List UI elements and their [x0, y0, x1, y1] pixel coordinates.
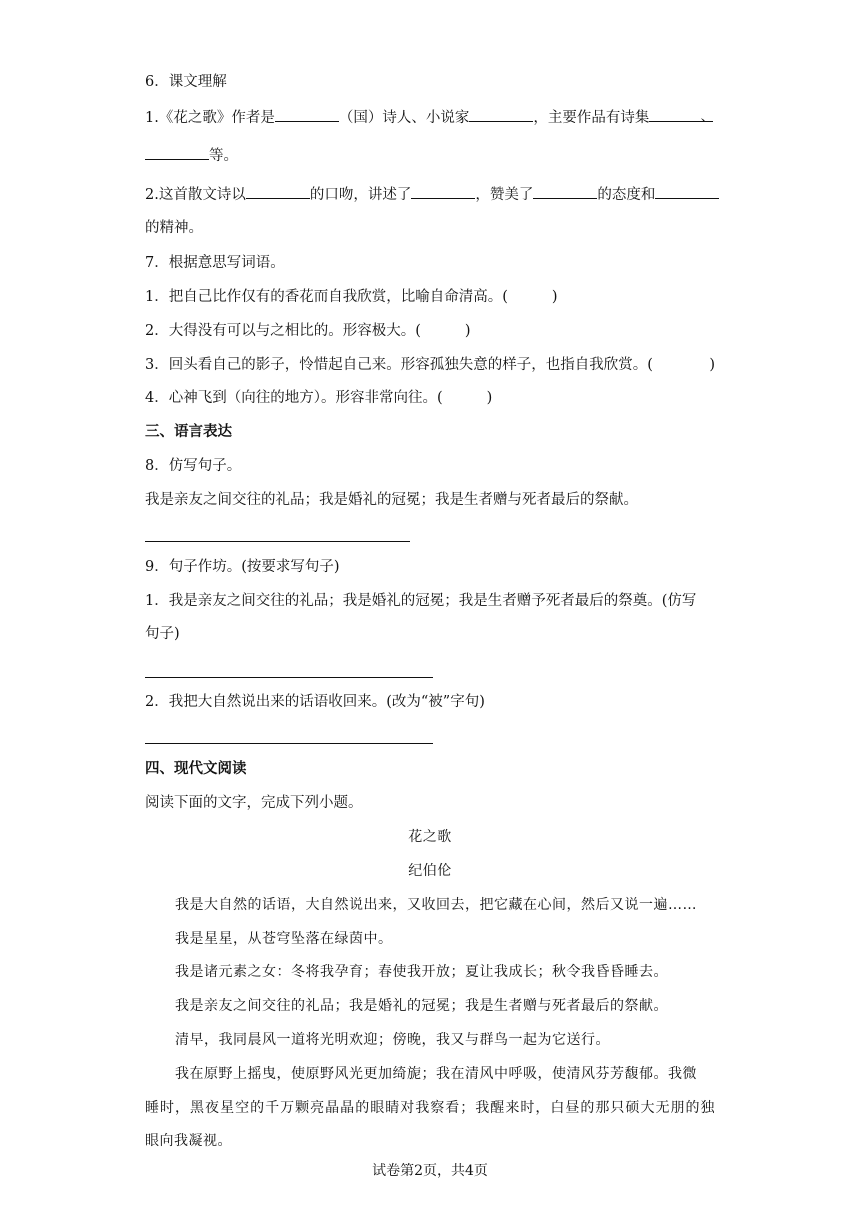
q7-item-1	[145, 287, 558, 307]
q6-item-2-text-c: 的口吻，讲述了	[309, 187, 412, 203]
poem-paragraph-line: 我在原野上摇曳，使原野风光更加绮旎；我在清风中呼吸，使清风芬芳馥郁。我微	[175, 1066, 697, 1082]
q6-item-1-text-b: 《花之歌》作者是	[158, 110, 275, 126]
q7-item-4-close: )	[486, 390, 493, 406]
q7-item-1-text: 1．把自己比作仅有的香花而自我欣赏，比喻自命清高。(	[145, 289, 508, 305]
poem-paragraph: 我是星星，从苍穹坠落在绿茵中。	[175, 931, 393, 947]
q9-item-1-line-2: 句子)	[145, 626, 180, 642]
q6-item-2-text-d: ，赞美了	[475, 187, 534, 203]
blank[interactable]	[246, 184, 310, 199]
question-6-title: 6．课文理解	[145, 74, 227, 90]
q6-item-2	[145, 184, 719, 205]
poem-paragraph-line: 眼向我凝视。	[145, 1133, 232, 1149]
poem-paragraph: 我是亲友之间交往的礼品；我是婚礼的冠冕；我是生者赠与死者最后的祭献。	[175, 998, 668, 1014]
blank[interactable]	[275, 107, 339, 122]
q6-item-2-text-e: 的态度和	[597, 187, 656, 203]
q7-item-2	[145, 321, 471, 341]
poem-paragraph: 我是大自然的话语，大自然说出来，又收回去，把它藏在心间，然后又说一遍……	[175, 897, 697, 913]
question-8-title: 8．仿写句子。	[145, 458, 242, 474]
answer-line[interactable]	[145, 677, 433, 678]
blank[interactable]	[411, 184, 475, 199]
q6-item-1-comma: 、	[700, 109, 715, 125]
question-9-title: 9．句子作坊。(按要求写句子)	[145, 559, 340, 575]
q6-item-1-text-a: 1.	[145, 110, 159, 126]
q6-item-1-text-c: （国）诗人、小说家	[338, 110, 470, 126]
q7-item-3-close: )	[709, 357, 715, 373]
section-3-heading: 三、语言表达	[145, 424, 232, 440]
poem-paragraph: 我是诸元素之女：冬将我孕育；春使我开放；夏让我成长；秋令我昏昏睡去。	[175, 964, 668, 980]
q7-item-4	[145, 388, 492, 408]
blank[interactable]	[655, 184, 719, 199]
question-7-title: 7．根据意思写词语。	[145, 255, 285, 271]
q6-item-1-text-d: ，主要作品有诗集	[533, 110, 650, 126]
page-footer: 试卷第2页，共4页	[372, 1163, 488, 1179]
q7-item-2-close: )	[464, 323, 471, 339]
answer-line[interactable]	[145, 541, 410, 542]
q7-item-4-text: 4．心神飞到（向往的地方）。形容非常向往。(	[145, 390, 443, 406]
q7-item-2-text: 2．大得没有可以与之相比的。形容极大。(	[145, 323, 421, 339]
q7-item-3: 3．回头看自己的影子，怜惜起自己来。形容孤独失意的样子，也指自我欣赏。(	[145, 357, 653, 373]
reading-instruction: 阅读下面的文字，完成下列小题。	[145, 795, 363, 811]
blank[interactable]	[469, 107, 533, 122]
blank[interactable]	[145, 145, 209, 160]
q6-item-1	[145, 107, 713, 128]
q7-item-1-close: )	[551, 289, 558, 305]
q6-item-2-text-b: 这首散文诗以	[158, 187, 246, 203]
poem-title: 花之歌	[408, 829, 452, 845]
poem-author: 纪伯伦	[408, 863, 452, 879]
q9-item-2: 2．我把大自然说出来的话语收回来。(改为“被”字句)	[145, 694, 485, 710]
q6-item-1-cont	[145, 145, 238, 166]
poem-paragraph: 清早，我同晨风一道将光明欢迎；傍晚，我又与群鸟一起为它送行。	[175, 1032, 610, 1048]
poem-paragraph-line: 睡时，黑夜星空的千万颗亮晶晶的眼睛对我察看；我醒来时，白昼的那只硕大无朋的独	[145, 1100, 715, 1116]
q6-item-2-text-a: 2.	[145, 187, 159, 203]
blank[interactable]	[533, 184, 597, 199]
q9-item-1-line-1: 1．我是亲友之间交往的礼品；我是婚礼的冠冕；我是生者赠予死者最后的祭奠。(仿写	[145, 593, 697, 609]
q8-sentence: 我是亲友之间交往的礼品；我是婚礼的冠冕；我是生者赠与死者最后的祭献。	[145, 492, 638, 508]
answer-line[interactable]	[145, 743, 433, 744]
q6-item-1-text-e: 等。	[209, 148, 238, 164]
q6-item-2-cont: 的精神。	[145, 220, 203, 236]
section-4-heading: 四、现代文阅读	[145, 761, 247, 777]
